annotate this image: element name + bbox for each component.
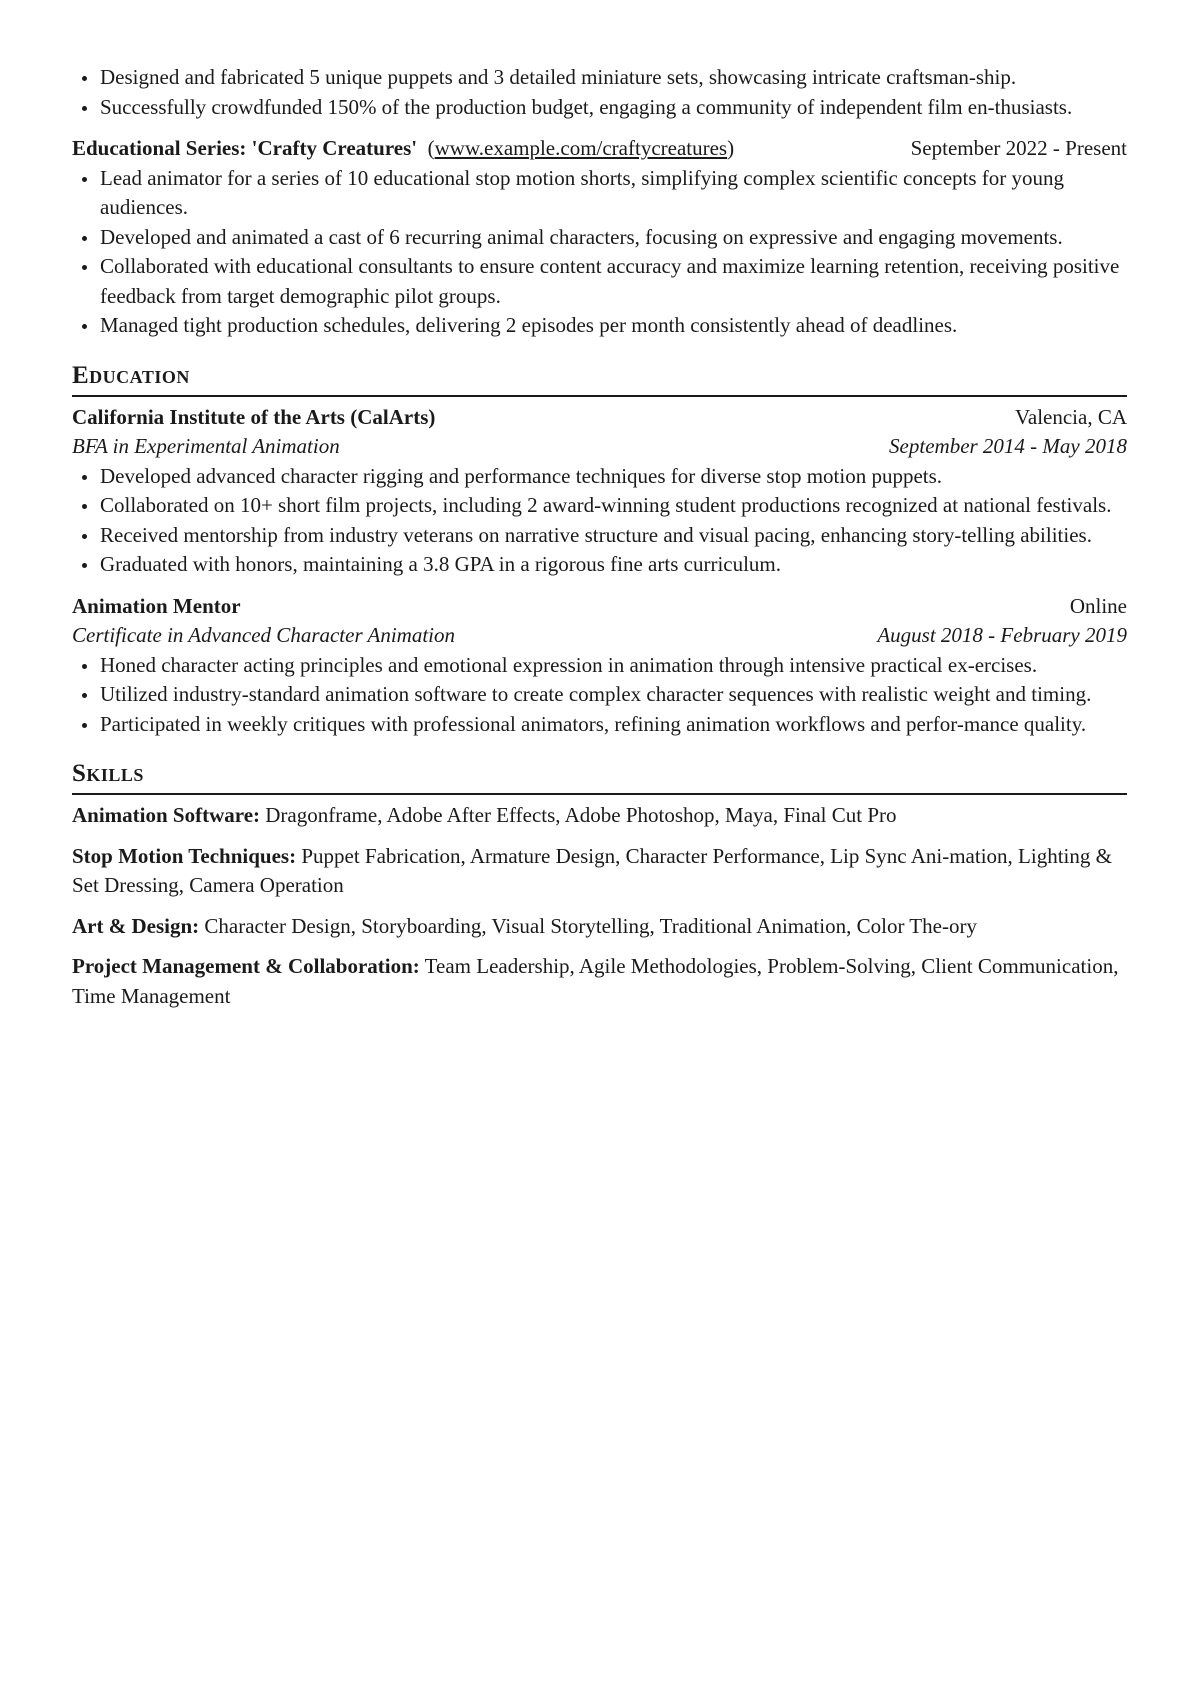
school-name: Animation Mentor (72, 593, 241, 618)
school-location: Valencia, CA (1015, 404, 1127, 429)
list-item: Collaborated on 10+ short film projects, including 2 award-winning student productions recognized at national festivals. (72, 491, 1127, 521)
entry-header (72, 403, 1127, 433)
skill-row (72, 842, 1127, 901)
list-item: Utilized industry-standard animation software to create complex character sequences with realistic weight and timing. (72, 680, 1127, 710)
education-entry (72, 403, 1127, 580)
list-item: Received mentorship from industry veterans on narrative structure and visual pacing, enhancing story-telling abilities. (72, 521, 1127, 551)
list-item: Graduated with honors, maintaining a 3.8 GPA in a rigorous fine arts curriculum. (72, 550, 1127, 580)
project-date: September 2022 - Present (910, 136, 1127, 160)
skill-label: Stop Motion Techniques: (72, 843, 297, 868)
school-name: California Institute of the Arts (CalArts) (72, 404, 436, 429)
education-entry (72, 592, 1127, 740)
entry-header (72, 592, 1127, 622)
list-item: Managed tight production schedules, delivering 2 episodes per month consistently ahead of deadlines. (72, 311, 1127, 341)
school-location: Online (1069, 593, 1127, 618)
skill-row (72, 952, 1127, 1011)
skills-heading: Skills (72, 757, 1127, 795)
list-item: Lead animator for a series of 10 educational stop motion shorts, simplifying complex scientific concepts for young audiences. (72, 164, 1127, 223)
project-header (72, 134, 1127, 164)
skill-value: Team Leadership, Agile Methodologies, Problem-Solving, Client Communication, Time Management (72, 954, 1119, 1008)
education-bullets (72, 462, 1127, 580)
dates: August 2018 - February 2019 (877, 623, 1127, 647)
dates: September 2014 - May 2018 (889, 434, 1127, 458)
project-link-wrap (422, 136, 734, 160)
list-item: Developed advanced character rigging and performance techniques for diverse stop motion puppets. (72, 462, 1127, 492)
list-item: Honed character acting principles and emotional expression in animation through intensive practical ex-ercises. (72, 651, 1127, 681)
prev-project-bullets (72, 63, 1127, 122)
project-title: Educational Series: 'Crafty Creatures' (72, 136, 418, 160)
list-item: Collaborated with educational consultants to ensure content accuracy and maximize learning retention, receiving positive feedback from target demographic pilot groups. (72, 252, 1127, 311)
list-item: Participated in weekly critiques with professional animators, refining animation workflows and perfor-mance quality. (72, 710, 1127, 740)
entry-subheader (72, 621, 1127, 651)
skill-row (72, 912, 1127, 942)
education-heading: Education (72, 359, 1127, 397)
project-link[interactable]: www.example.com/craftycreatures (434, 136, 728, 160)
resume-page (72, 63, 1127, 1011)
list-item: Developed and animated a cast of 6 recurring animal characters, focusing on expressive and engaging movements. (72, 223, 1127, 253)
project-title-line (72, 134, 734, 164)
degree: Certificate in Advanced Character Animation (72, 623, 456, 647)
education-bullets (72, 651, 1127, 740)
skill-value: Dragonframe, Adobe After Effects, Adobe Photoshop, Maya, Final Cut Pro (265, 803, 897, 827)
skill-value: Puppet Fabrication, Armature Design, Character Performance, Lip Sync Ani-mation, Lighting & Set Dressing, Camera Operation (72, 843, 1112, 897)
skill-value: Character Design, Storyboarding, Visual Storytelling, Traditional Animation, Color The-ory (204, 913, 977, 938)
project-link-close: ) (727, 136, 735, 160)
project-link-open: ( (427, 136, 435, 160)
list-item: Designed and fabricated 5 unique puppets and 3 detailed miniature sets, showcasing intricate craftsman-ship. (72, 63, 1127, 93)
entry-subheader (72, 432, 1127, 462)
skill-label: Art & Design: (72, 913, 200, 938)
skill-row (72, 801, 1127, 831)
degree: BFA in Experimental Animation (72, 434, 340, 458)
list-item: Successfully crowdfunded 150% of the production budget, engaging a community of independent film en-thusiasts. (72, 93, 1127, 123)
skill-label: Animation Software: (72, 803, 261, 827)
skills-list (72, 801, 1127, 1011)
skill-label: Project Management & Collaboration: (72, 954, 420, 978)
project-bullets (72, 164, 1127, 341)
